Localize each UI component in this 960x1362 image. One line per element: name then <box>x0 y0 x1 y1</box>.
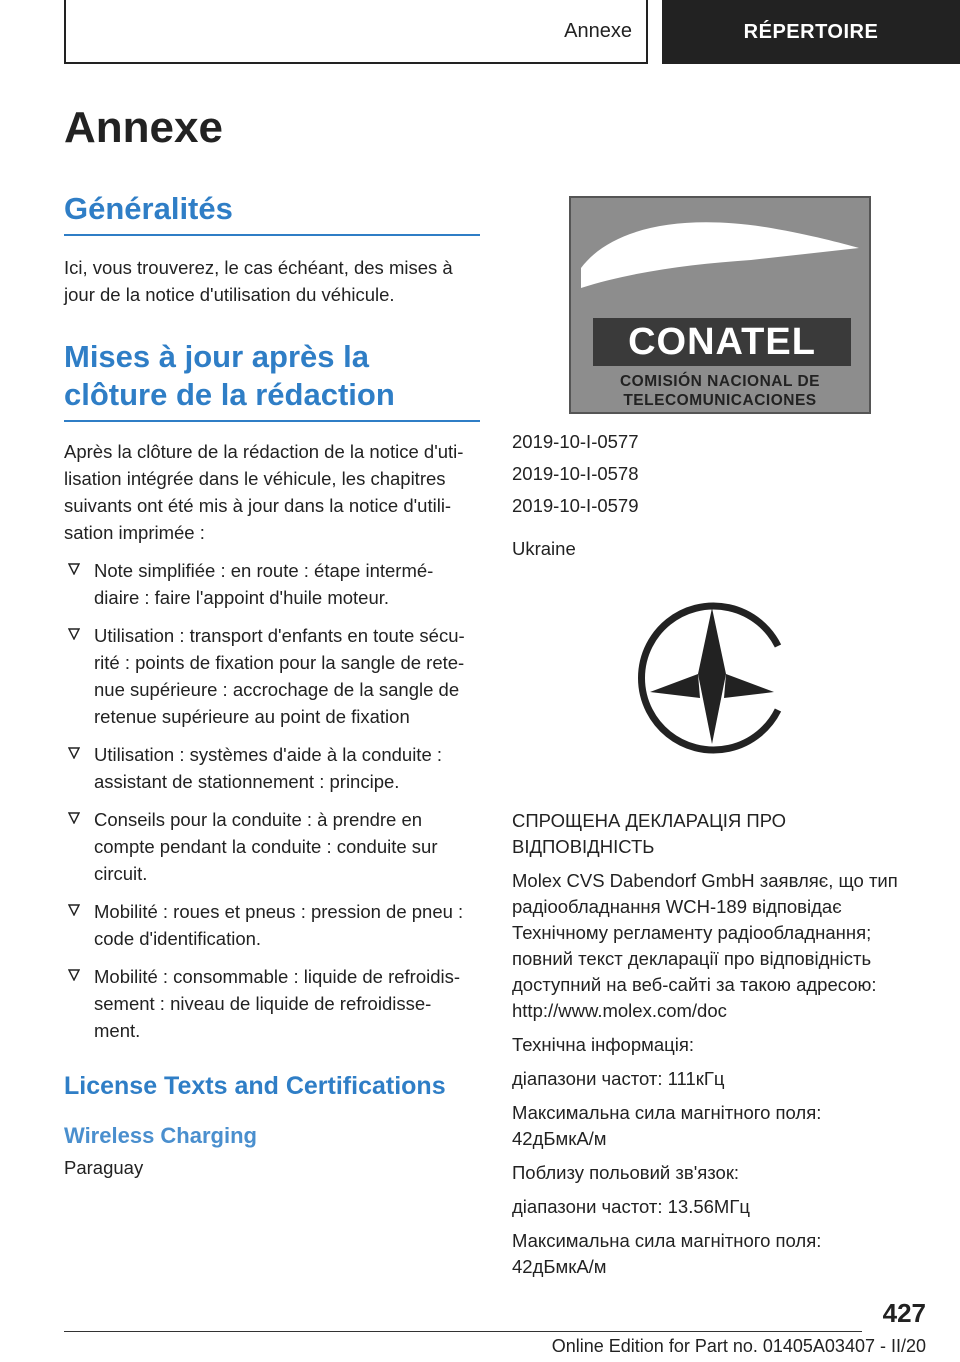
near-field-label: Поблизу польовий зв'язок: <box>512 1162 740 1183</box>
declaration-text: Molex CVS Dabendorf GmbH заявляє, що тип радіообладнання WCH-189 відповідає Технічному регламенту радіообладнання; повний текст декларації про відповідність доступний на веб-сайті за такою адресою: http://www.molex.com/doc <box>512 870 898 1021</box>
page-number: 427 <box>882 1298 926 1328</box>
list-item: Mobilité : consommable : liquide de refroidis- sement : niveau de liquide de refroidisse- ment. <box>64 963 480 1044</box>
conatel-code: 2019-10-I-0577 <box>512 431 639 452</box>
general-text <box>64 254 480 308</box>
list-item: Mobilité : roues et pneus : pression de pneu : code d'identification. <box>64 898 480 952</box>
updates-list <box>64 557 480 1044</box>
frequency-range-1: діапазони частот: 111кГц <box>512 1068 725 1089</box>
ukraine-declaration <box>512 808 932 1280</box>
section-tab-annexe[interactable]: Annexe <box>64 0 648 64</box>
list-item: Utilisation : systèmes d'aide à la conduite : assistant de stationnement : principe. <box>64 741 480 795</box>
triangle-bullet-icon <box>68 747 80 759</box>
triangle-bullet-icon <box>68 969 80 981</box>
tech-info-label: Технічна інформація: <box>512 1034 695 1055</box>
footer-edition: Online Edition for Part no. 01405A03407 - II/20 <box>551 1336 926 1356</box>
list-item: Utilisation : transport d'enfants en toute sécu- rité : points de fixation pour la sangle de rete- nue supérieure : accrochage de la sangle de retenue supérieure au point de fixation <box>64 622 480 730</box>
frequency-range-2: діапазони частот: 13.56МГц <box>512 1196 750 1217</box>
country-paraguay: Paraguay <box>64 1157 144 1178</box>
magnetic-field-1: Максимальна сила магнітного поля: 42дБмкА/м <box>512 1102 822 1149</box>
updates-heading-line: clôture de la rédaction <box>64 377 395 412</box>
updates-heading-line: Mises à jour après la <box>64 339 369 374</box>
conatel-code: 2019-10-I-0579 <box>512 495 639 516</box>
list-item: Note simplifiée : en route : étape intermé- diaire : faire l'appoint d'huile moteur. <box>64 557 480 611</box>
magnetic-field-2: Максимальна сила магнітного поля: 42дБмкА/м <box>512 1230 822 1277</box>
wireless-charging-heading: Wireless Charging <box>64 1123 257 1148</box>
list-item: Conseils pour la conduite : à prendre en compte pendant la conduite : conduite sur circuit. <box>64 806 480 887</box>
updates-intro-line: Après la clôture de la rédaction de la notice d'uti- <box>64 441 464 462</box>
conatel-code: 2019-10-I-0578 <box>512 463 639 484</box>
updates-heading <box>64 338 480 422</box>
updates-intro-line: suivants ont été mis à jour dans la notice d'utili- <box>64 495 452 516</box>
conatel-logo <box>569 196 871 414</box>
conatel-subtitle: COMISIÓN NACIONAL DE TELECOMUNICACIONES <box>619 373 821 409</box>
footer-divider <box>64 1331 862 1332</box>
triangle-bullet-icon <box>68 563 80 575</box>
updates-intro-line: lisation intégrée dans le véhicule, les chapitres <box>64 468 446 489</box>
declaration-title: СПРОЩЕНА ДЕКЛАРАЦІЯ ПРО ВІДПОВІДНІСТЬ <box>512 810 787 857</box>
updates-intro-line: sation imprimée : <box>64 522 205 543</box>
triangle-bullet-icon <box>68 812 80 824</box>
general-heading: Généralités <box>64 190 480 236</box>
license-heading: License Texts and Certifications <box>64 1072 446 1100</box>
triangle-bullet-icon <box>68 628 80 640</box>
declaration-url: http://www.molex.com/doc <box>512 1000 727 1021</box>
country-ukraine: Ukraine <box>512 538 576 559</box>
conatel-codes <box>512 426 932 562</box>
page-title: Annexe <box>64 103 223 152</box>
conatel-wordmark: CONATEL <box>628 321 816 363</box>
ukraine-conformity-mark-icon <box>628 594 796 762</box>
triangle-bullet-icon <box>68 904 80 916</box>
left-column <box>64 190 480 1181</box>
general-line: Ici, vous trouverez, le cas échéant, des mises à <box>64 257 453 278</box>
right-column <box>512 190 932 1277</box>
general-line: jour de la notice d'utilisation du véhicule. <box>64 284 395 305</box>
updates-intro <box>64 438 480 546</box>
index-tab[interactable]: RÉPERTOIRE <box>662 0 960 64</box>
